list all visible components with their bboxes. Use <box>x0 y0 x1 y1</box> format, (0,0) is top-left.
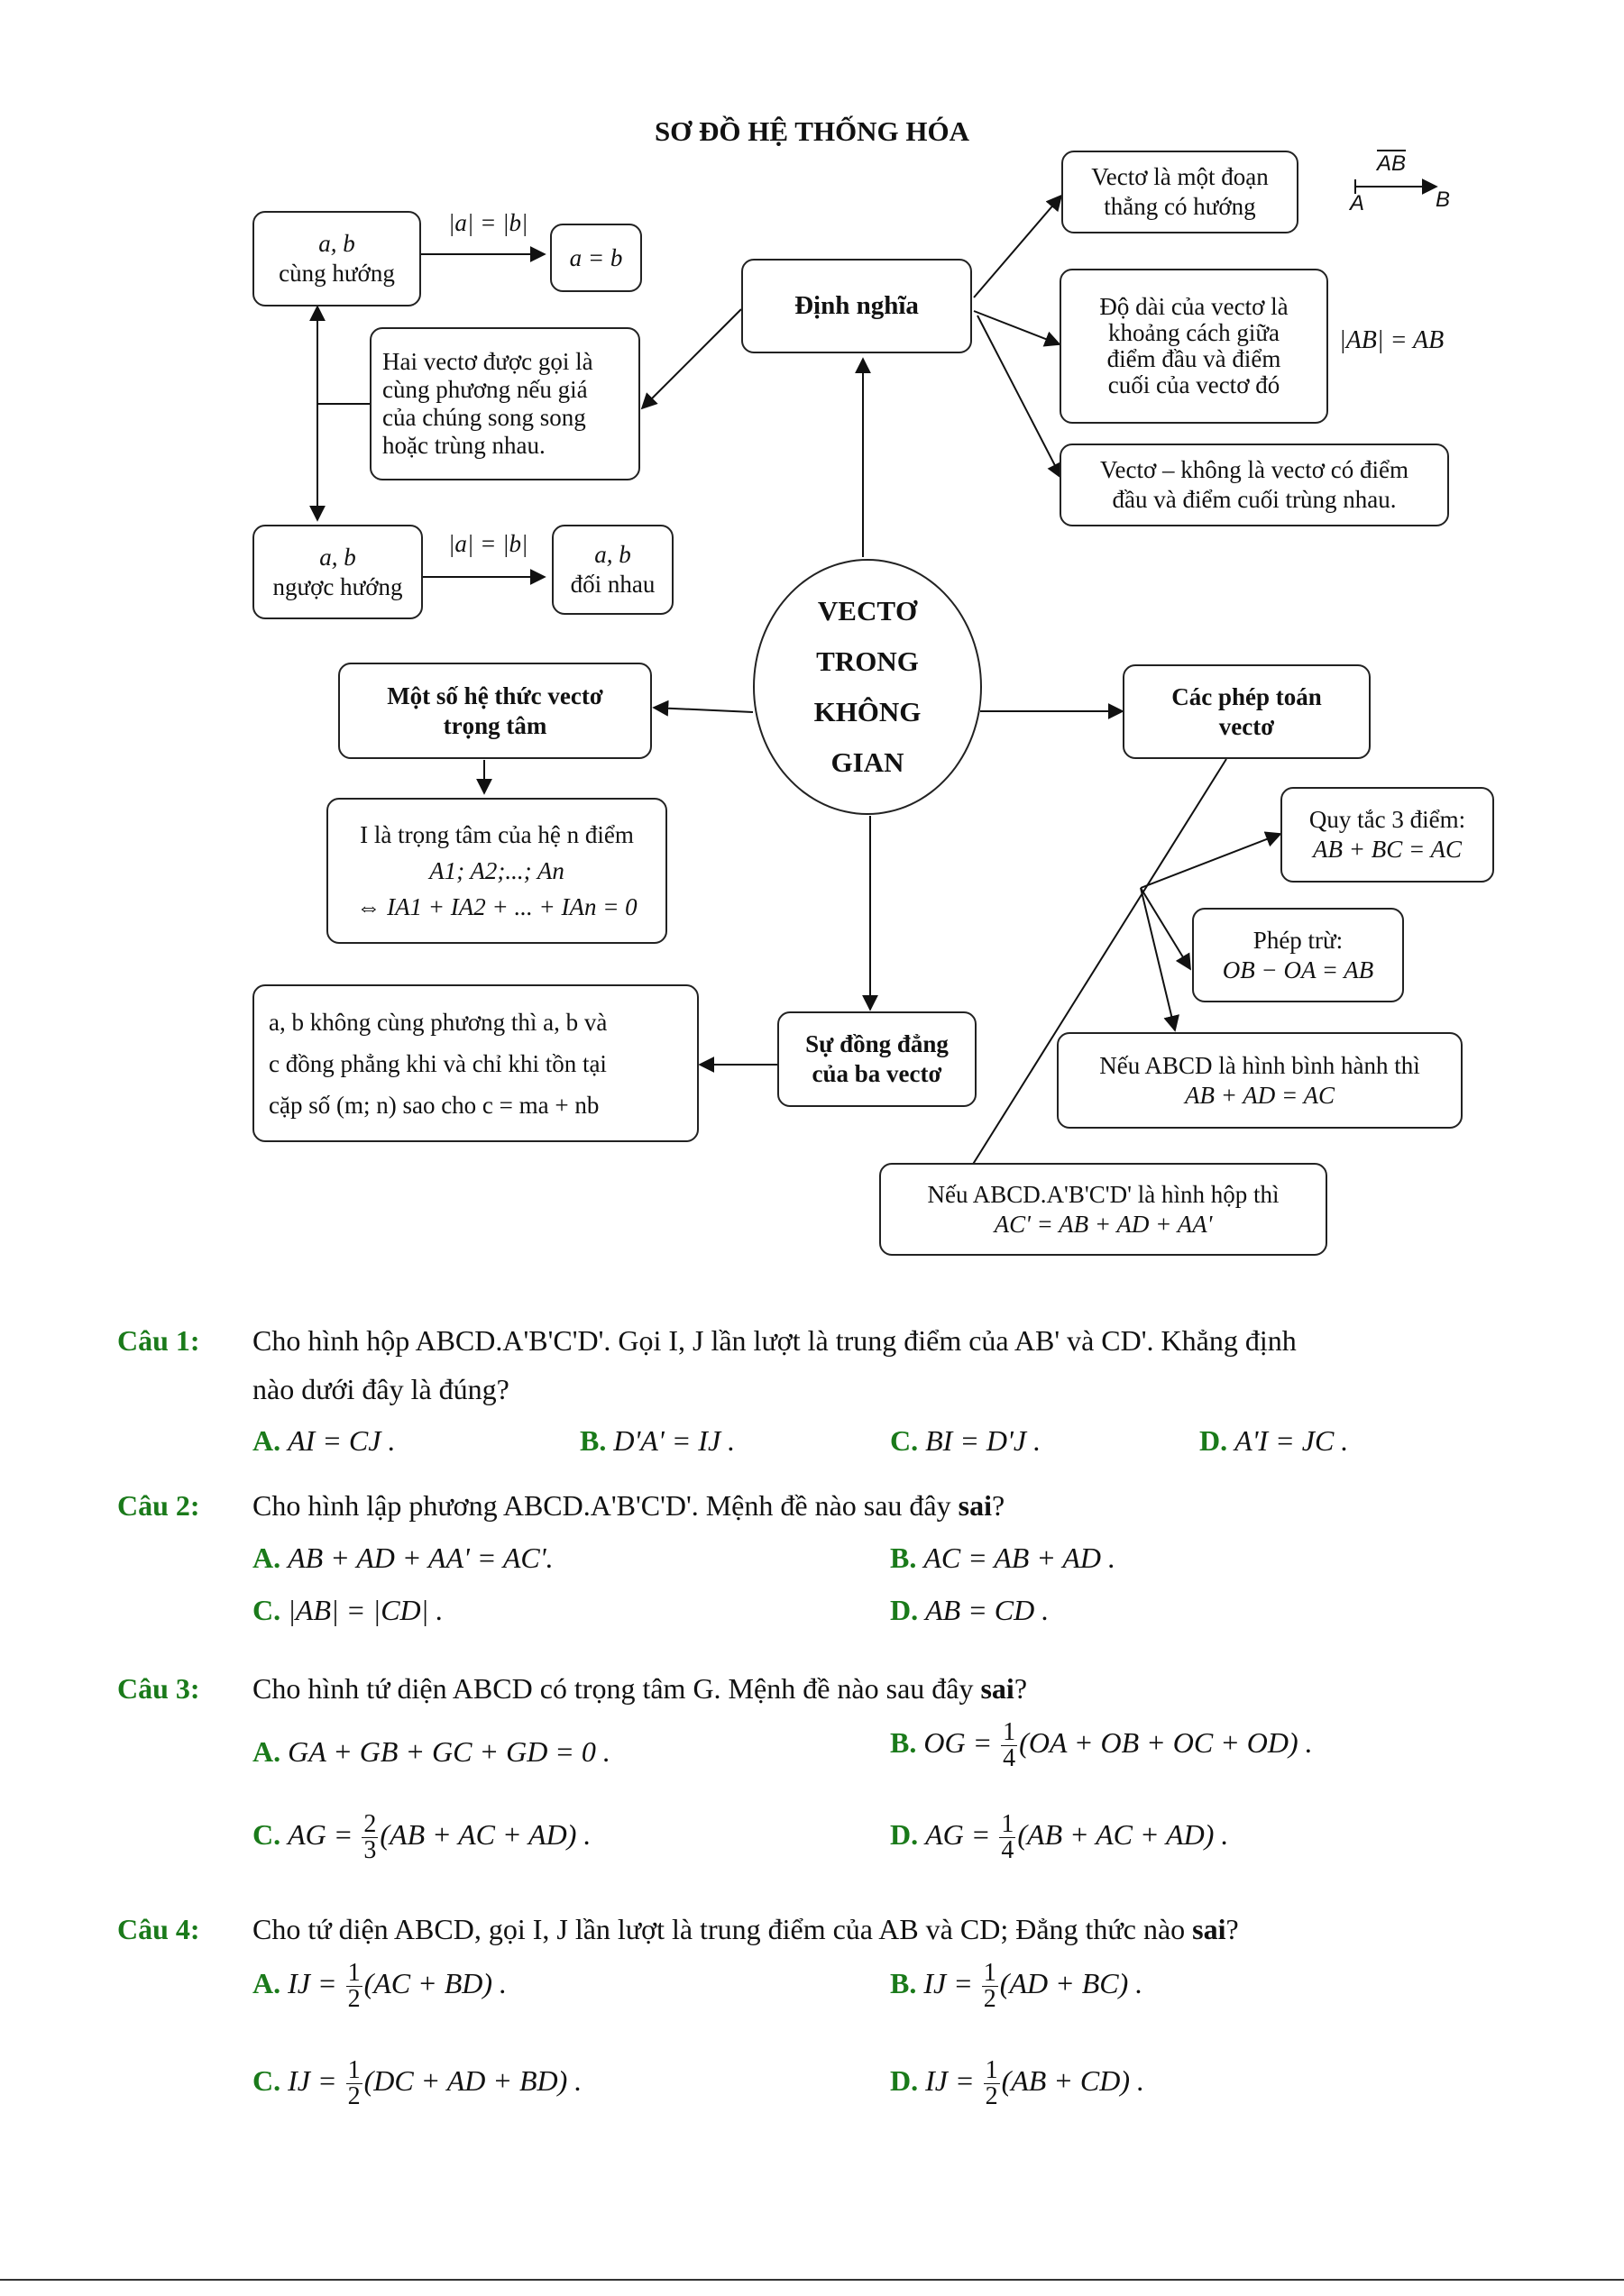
question-4-text-end: ? <box>1225 1913 1239 1945</box>
opposite-direction-node <box>252 525 423 619</box>
option-text: AC = AB + AD . <box>923 1541 1116 1574</box>
fraction-numerator: 1 <box>1001 1810 1014 1838</box>
option-letter: C. <box>252 2063 281 2097</box>
question-2-option-a[interactable] <box>252 1541 554 1575</box>
fraction-denominator: 2 <box>347 2082 361 2110</box>
def-zero-vector <box>1060 444 1449 526</box>
question-3-text-emphasis: sai <box>980 1672 1014 1705</box>
option-letter: C. <box>252 1817 281 1851</box>
fraction-numerator: 1 <box>347 1959 361 1987</box>
def1-line-1: Vectơ là một đoạn <box>1091 163 1269 190</box>
question-4-option-a[interactable] <box>252 1961 507 2012</box>
question-1-text-line-2: nào dưới đây là đúng? <box>252 1373 509 1405</box>
parallelepiped-formula: AC' = AB + AD + AA' <box>994 1210 1213 1238</box>
option-letter: B. <box>580 1424 607 1457</box>
question-3-option-c[interactable] <box>252 1812 591 1863</box>
def2-line-4: cuối của vectơ đó <box>1107 371 1280 398</box>
option-rhs: (AC + BD) . <box>363 1966 508 1999</box>
subtraction-node <box>1192 908 1404 1002</box>
question-1-label: Câu 1: <box>117 1324 200 1357</box>
question-3-label: Câu 3: <box>117 1672 200 1705</box>
option-letter: B. <box>890 1541 917 1574</box>
option-letter: B. <box>890 1725 917 1759</box>
centroid-body-line-2: A1; A2;...; An <box>429 857 564 884</box>
same-direction-vectors: a, b <box>318 230 355 257</box>
option-lhs: AG = <box>288 1817 353 1851</box>
question-1-option-a[interactable] <box>252 1424 395 1458</box>
bottom-rule <box>0 2279 1624 2281</box>
fraction-denominator: 2 <box>983 1985 996 2013</box>
diagram-title: SƠ ĐỒ HỆ THỐNG HÓA <box>654 115 970 147</box>
option-fraction <box>346 1961 362 2012</box>
option-text: A'I = JC . <box>1234 1424 1349 1457</box>
question-1-text-line-1: Cho hình hộp ABCD.A'B'C'D'. Gọi I, J lần lượt là trung điểm của AB' và CD'. Khẳng định <box>252 1324 1297 1357</box>
def2-line-1: Độ dài của vectơ là <box>1099 293 1289 320</box>
centroid-title-line-1: Một số hệ thức vectơ <box>387 681 603 709</box>
centroid-body-line-3: ⇔ IA1 + IA2 + ... + IAn = 0 <box>356 893 638 920</box>
coplanar-title-line-1: Sự đồng đẳng <box>805 1030 949 1057</box>
ab-figure-label: $\overline{AB}$ <box>1377 151 1407 176</box>
center-line-1: VECTƠ <box>817 595 918 627</box>
option-fraction <box>982 1961 998 2012</box>
fraction-denominator: 4 <box>1003 1744 1016 1772</box>
def2-line-3: điểm đầu và điểm <box>1106 345 1281 372</box>
def-vector-length <box>1060 269 1328 424</box>
option-text: GA + GB + GC + GD = 0 . <box>288 1735 610 1768</box>
subtraction-formula: OB − OA = AB <box>1222 956 1374 983</box>
parallelepiped-line-1: Nếu ABCD.A'B'C'D' là hình hộp thì <box>927 1180 1280 1208</box>
option-lhs: IJ = <box>288 1966 337 1999</box>
def2-line-2: khoảng cách giữa <box>1107 319 1280 346</box>
option-text: AB + AD + AA' = AC'. <box>288 1541 554 1574</box>
question-2-option-c[interactable] <box>252 1594 443 1627</box>
parallelepiped-node <box>879 1163 1327 1256</box>
center-line-2: TRONG <box>816 645 919 677</box>
fraction-numerator: 1 <box>347 2056 361 2084</box>
question-3-option-b[interactable] <box>890 1720 1313 1771</box>
operations-node <box>1123 664 1371 759</box>
question-2-text-main: Cho hình lập phương ABCD.A'B'C'D'. Mệnh đề nào sau đây <box>252 1489 959 1522</box>
question-2-text <box>252 1489 1005 1523</box>
collinear-line-3: của chúng song song <box>382 404 586 431</box>
collinear-line-2: cùng phương nếu giá <box>382 376 588 403</box>
question-2-text-emphasis: sai <box>958 1489 992 1522</box>
option-text: D'A' = IJ . <box>613 1424 736 1457</box>
question-4-option-c[interactable] <box>252 2058 582 2109</box>
def3-line-2: đầu và điểm cuối trùng nhau. <box>1112 486 1397 513</box>
coplanar-body-node <box>252 984 699 1142</box>
option-letter: D. <box>1199 1424 1228 1457</box>
collinear-line-4: hoặc trùng nhau. <box>382 432 546 459</box>
question-2-text-end: ? <box>991 1489 1005 1522</box>
question-3-text-end: ? <box>1014 1672 1028 1705</box>
definition-node: Định nghĩa <box>741 259 972 353</box>
question-4-label: Câu 4: <box>117 1913 200 1945</box>
same-direction-label: cùng hướng <box>279 260 395 287</box>
fraction-numerator: 1 <box>983 1959 996 1987</box>
fraction-numerator: 2 <box>363 1810 377 1838</box>
fraction-denominator: 3 <box>363 1836 377 1864</box>
def-length-formula: |AB| = AB <box>1339 326 1445 354</box>
question-4-text-emphasis: sai <box>1192 1913 1226 1945</box>
center-line-3: KHÔNG <box>813 696 922 727</box>
parallelogram-formula: AB + AD = AC <box>1185 1081 1335 1109</box>
ab-figure-point-a: A <box>1350 191 1365 215</box>
option-letter: C. <box>890 1424 919 1457</box>
centroid-title-node <box>338 663 652 759</box>
fraction-denominator: 4 <box>1001 1836 1014 1864</box>
parallelogram-node <box>1057 1032 1463 1129</box>
question-3-option-d[interactable] <box>890 1812 1228 1863</box>
question-4-text <box>252 1913 1239 1946</box>
ab-figure-point-b: B <box>1436 188 1451 212</box>
option-text: BI = D'J . <box>925 1424 1041 1457</box>
coplanar-body-line-1: a, b không cùng phương thì a, b và <box>269 1008 608 1036</box>
question-3-text <box>252 1672 1027 1706</box>
option-letter: B. <box>890 1966 917 1999</box>
option-letter: D. <box>890 2063 919 2097</box>
center-line-4: GIAN <box>830 746 904 778</box>
option-rhs: (AB + CD) . <box>1001 2063 1145 2097</box>
opposite-direction-condition: |a| = |b| <box>448 530 528 557</box>
fraction-denominator: 2 <box>985 2082 998 2110</box>
option-lhs: IJ = <box>925 2063 975 2097</box>
question-2-label: Câu 2: <box>117 1489 200 1522</box>
centroid-body-node <box>326 798 667 944</box>
option-lhs: AG = <box>925 1817 991 1851</box>
def1-line-2: thẳng có hướng <box>1104 193 1256 220</box>
parallelogram-line-1: Nếu ABCD là hình bình hành thì <box>1099 1051 1420 1079</box>
option-letter: D. <box>890 1594 919 1626</box>
option-text: AI = CJ . <box>288 1424 396 1457</box>
ab-vector-figure <box>1355 179 1436 194</box>
option-fraction <box>362 1812 378 1863</box>
option-letter: A. <box>252 1735 281 1768</box>
operations-line-2: vectơ <box>1218 712 1275 740</box>
subtraction-title: Phép trừ: <box>1252 926 1344 954</box>
three-point-rule-title: Quy tắc 3 điểm: <box>1308 806 1466 833</box>
option-letter: A. <box>252 1424 281 1457</box>
coplanar-title-line-2: của ba vectơ <box>812 1060 942 1087</box>
option-fraction <box>1001 1720 1017 1771</box>
centroid-body-line-1: I là trọng tâm của hệ n điểm <box>360 821 634 848</box>
coplanar-body-line-2: c đồng phẳng khi và chỉ khi tồn tại <box>269 1049 607 1077</box>
fraction-denominator: 2 <box>347 1985 361 2013</box>
coplanar-title-node <box>777 1011 977 1107</box>
option-fraction <box>346 2058 362 2109</box>
centroid-title-line-2: trọng tâm <box>443 711 547 739</box>
opposite-vectors-label: đối nhau <box>570 571 656 598</box>
opposite-vectors-node <box>552 525 674 615</box>
coplanar-body-line-3: cặp số (m; n) sao cho c = ma + nb <box>269 1091 600 1119</box>
def-vector-segment <box>1061 151 1298 233</box>
question-1-option-d[interactable] <box>1199 1424 1348 1458</box>
operations-line-1: Các phép toán <box>1171 682 1322 710</box>
question-3-option-a[interactable] <box>252 1735 610 1769</box>
three-point-rule-node <box>1280 787 1494 883</box>
equal-vectors-node: a = b <box>550 224 642 292</box>
question-4-text-main: Cho tứ diện ABCD, gọi I, J lần lượt là trung điểm của AB và CD; Đẳng thức nào <box>252 1913 1193 1945</box>
fraction-numerator: 1 <box>985 2056 998 2084</box>
option-rhs: (OA + OB + OC + OD) . <box>1019 1725 1313 1759</box>
option-letter: A. <box>252 1541 281 1574</box>
option-letter: A. <box>252 1966 281 1999</box>
option-fraction <box>999 1812 1015 1863</box>
question-2-option-d[interactable] <box>890 1594 1049 1627</box>
option-rhs: (DC + AD + BD) . <box>363 2063 583 2097</box>
collinear-line-1: Hai vectơ được gọi là <box>382 348 593 375</box>
same-direction-node <box>252 211 421 306</box>
option-letter: C. <box>252 1594 281 1626</box>
option-rhs: (AB + AC + AD) . <box>1017 1817 1229 1851</box>
def3-line-1: Vectơ – không là vectơ có điểm <box>1100 456 1408 483</box>
opposite-direction-label: ngược hướng <box>272 572 403 600</box>
center-node <box>753 559 982 815</box>
question-4-option-b[interactable] <box>890 1961 1142 2012</box>
option-text: |AB| = |CD| . <box>288 1594 444 1626</box>
three-point-rule-formula: AB + BC = AC <box>1313 836 1462 863</box>
fraction-numerator: 1 <box>1003 1718 1016 1746</box>
option-rhs: (AB + AC + AD) . <box>380 1817 592 1851</box>
question-1-option-b[interactable] <box>580 1424 735 1458</box>
option-rhs: (AD + BC) . <box>999 1966 1143 1999</box>
question-2-option-b[interactable] <box>890 1541 1115 1575</box>
option-lhs: IJ = <box>288 2063 337 2097</box>
same-direction-condition: |a| = |b| <box>448 209 528 236</box>
option-lhs: OG = <box>923 1725 993 1759</box>
question-1-option-c[interactable] <box>890 1424 1041 1458</box>
option-letter: D. <box>890 1817 919 1851</box>
question-4-option-d[interactable] <box>890 2058 1144 2109</box>
opposite-vectors-top: a, b <box>594 541 631 568</box>
option-lhs: IJ = <box>923 1966 973 1999</box>
option-text: AB = CD . <box>925 1594 1050 1626</box>
collinear-definition <box>370 327 640 480</box>
opposite-direction-vectors: a, b <box>319 543 356 571</box>
option-fraction <box>984 2058 1000 2109</box>
question-3-text-main: Cho hình tứ diện ABCD có trọng tâm G. Mệnh đề nào sau đây <box>252 1672 981 1705</box>
